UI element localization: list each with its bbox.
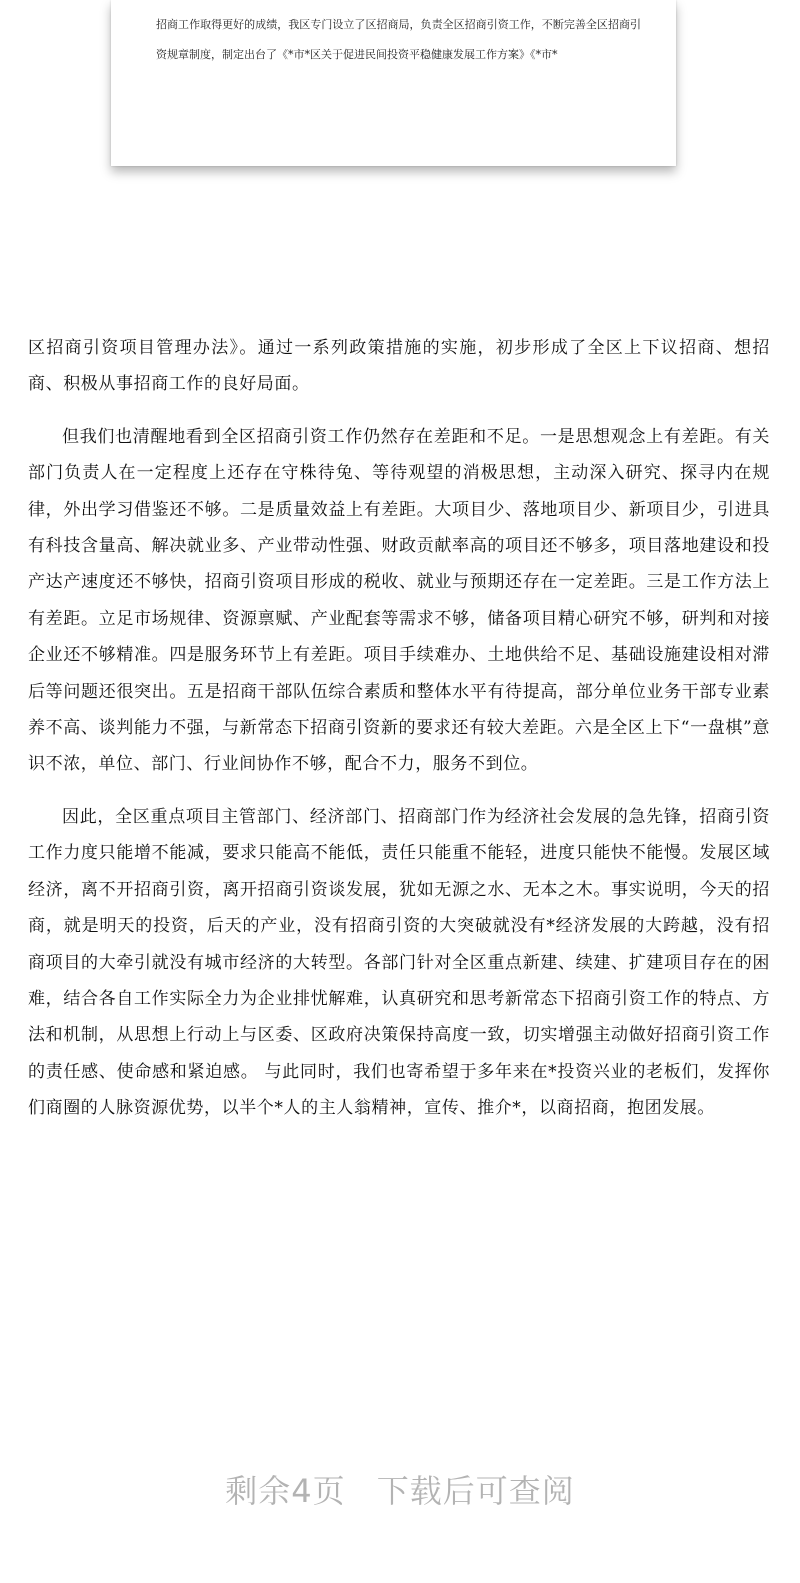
paragraph-continuation: 区招商引资项目管理办法》。通过一系列政策措施的实施，初步形成了全区上下议招商、想招商、积极从事招商工作的良好局面。 — [28, 338, 770, 395]
preview-page-card — [111, 0, 676, 166]
preview-text: 招商工作取得更好的成绩，我区专门设立了区招商局，负责全区招商引资工作，不断完善全区招商引资规章制度，制定出台了《*市*区关于促进民间投资平稳健康发展工作方案》《*市* — [156, 18, 641, 61]
document-body — [28, 330, 770, 1143]
remaining-pages-count: 剩余4页 — [225, 1472, 346, 1510]
download-to-view-label: 下载后可查阅 — [376, 1472, 575, 1510]
paragraph-gaps: 但我们也清醒地看到全区招商引资工作仍然存在差距和不足。一是思想观念上有差距。有关部门负责人在一定程度上还存在守株待兔、等待观望的消极思想，主动深入研究、探寻内在规律，外出学习借鉴还不够。二是质量效益上有差距。大项目少、落地项目少、新项目少，引进具有科技含量高、解决就业多、产业带动性强、财政贡献率高的项目还不够多，项目落地建设和投产达产速度还不够快，招商引资项目形成的税收、就业与预期还存在一定差距。三是工作方法上有差距。立足市场规律、资源禀赋、产业配套等需求不够，储备项目精心研究不够，研判和对接企业还不够精准。四是服务环节上有差距。项目手续难办、土地供给不足、基础设施建设相对滞后等问题还很突出。五是招商干部队伍综合素质和整体水平有待提高，部分单位业务干部专业素养不高、谈判能力不强，与新常态下招商引资新的要求还有较大差距。六是全区上下“一盘棋”意识不浓，单位、部门、行业间协作不够，配合不力，服务不到位。 — [28, 426, 770, 775]
remaining-pages-notice[interactable] — [0, 1466, 800, 1512]
paragraph-conclusion: 因此，全区重点项目主管部门、经济部门、招商部门作为经济社会发展的急先锋，招商引资工作力度只能增不能减，要求只能高不能低，责任只能重不能轻，进度只能快不能慢。发展区域经济，离不开招商引资，离开招商引资谈发展，犹如无源之水、无本之木。事实说明，今天的招商，就是明天的投资，后天的产业，没有招商引资的大突破就没有*经济发展的大跨越，没有招商项目的大牵引就没有城市经济的大转型。各部门针对全区重点新建、续建、扩建项目存在的困难，结合各自工作实际全力为企业排忧解难，认真研究和思考新常态下招商引资工作的特点、方法和机制，从思想上行动上与区委、区政府决策保持高度一致，切实增强主动做好招商引资工作的责任感、使命感和紧迫感。 与此同时，我们也寄希望于多年来在*投资兴业的老板们，发挥你们商圈的人脉资源优势，以半个*人的主人翁精神，宣传、推介*，以商招商，抱团发展。 — [28, 806, 770, 1119]
